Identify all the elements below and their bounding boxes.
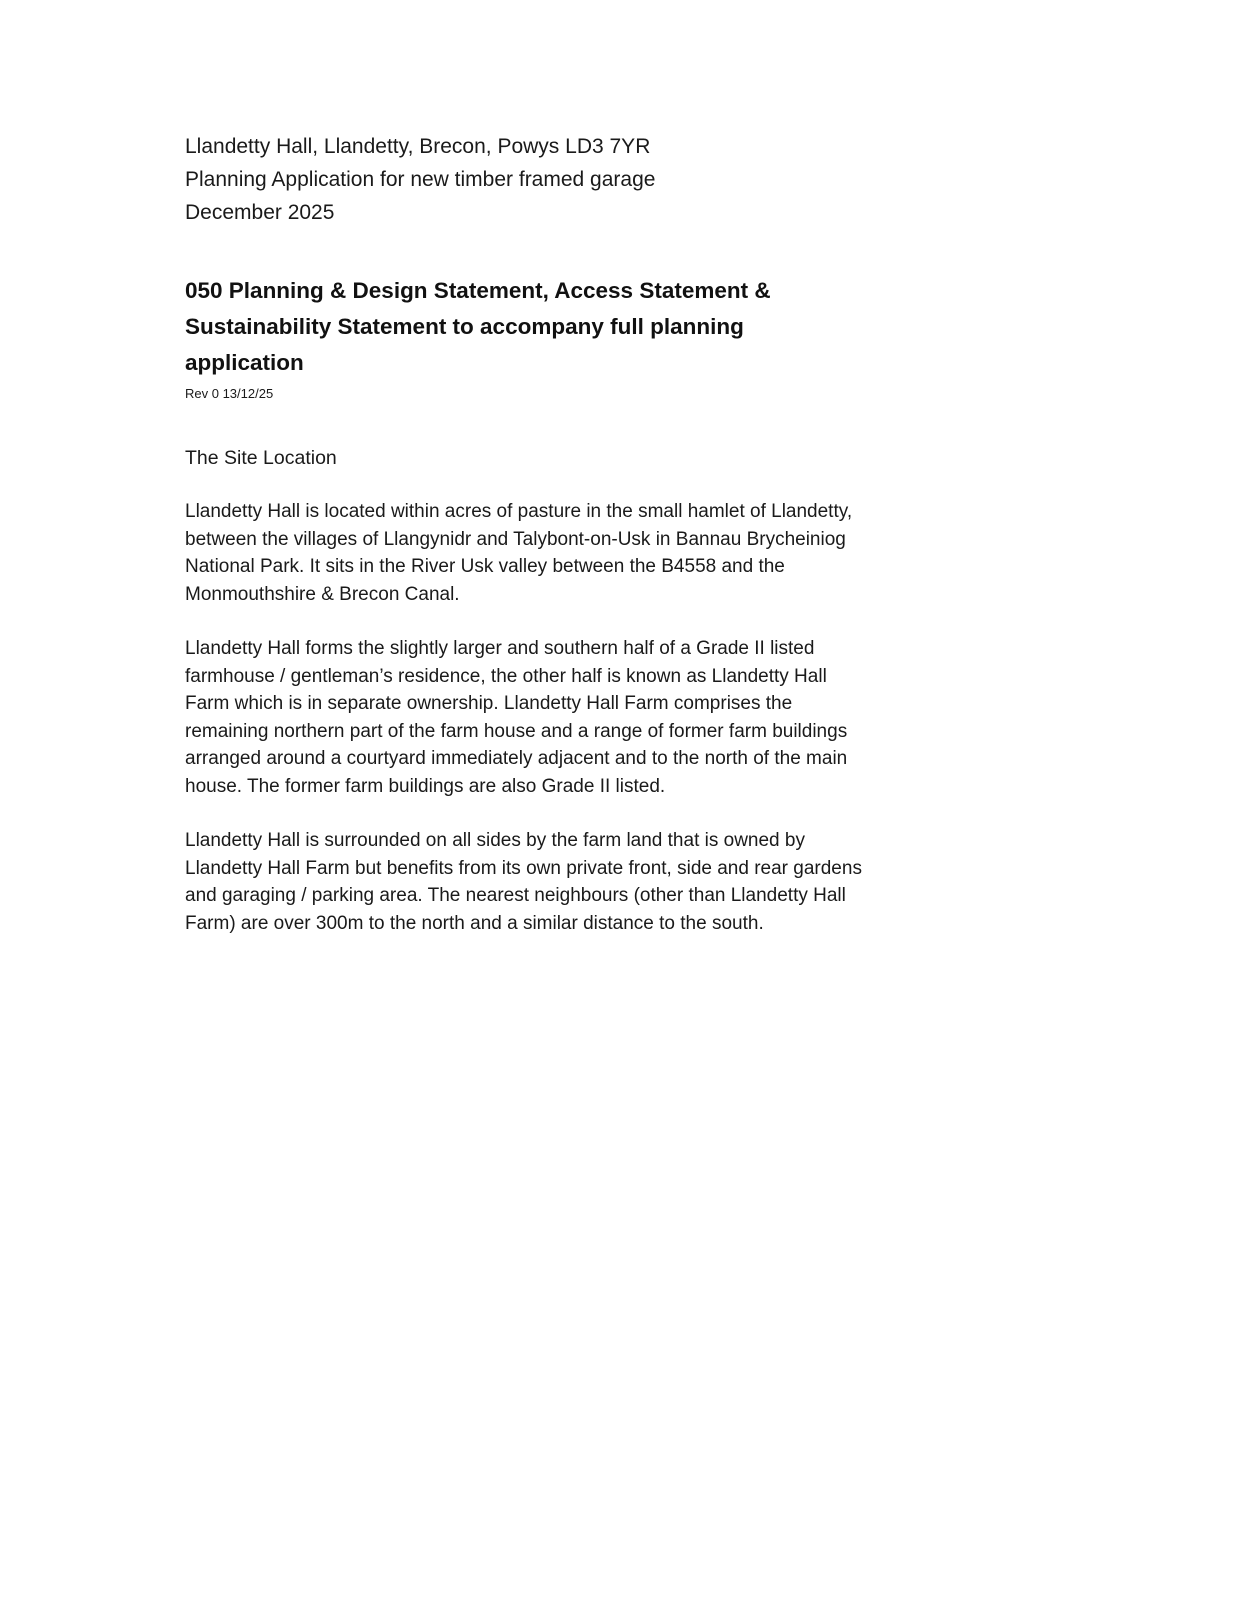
revision-note: Rev 0 13/12/25 xyxy=(185,386,274,401)
document-content xyxy=(0,0,1050,937)
header-address-line: Llandetty Hall, Llandetty, Brecon, Powys LD3 7YR xyxy=(185,135,651,158)
header-date-line: December 2025 xyxy=(185,201,335,224)
section-heading-site-location: The Site Location xyxy=(185,447,337,469)
document-header xyxy=(185,130,865,229)
header-application-line: Planning Application for new timber framed garage xyxy=(185,168,656,191)
paragraph-site-location-1: Llandetty Hall is located within acres of pasture in the small hamlet of Llandetty, between the villages of Llangynidr and Talybont-on-Usk in Bannau Brycheiniog National Park. It sits in the River Usk valley between the B4558 and the Monmouthshire & Brecon Canal. xyxy=(185,501,853,605)
paragraph-site-location-2: Llandetty Hall forms the slightly larger and southern half of a Grade II listed farmhouse / gentleman’s residence, the other half is known as Llandetty Hall Farm which is in separate ownership. Llandetty Hall Farm comprises the remaining northern part of the farm house and a range of former farm buildings arranged around a courtyard immediately adjacent and to the north of the main house. The former farm buildings are also Grade II listed. xyxy=(185,638,848,797)
document-title: 050 Planning & Design Statement, Access Statement & Sustainability Statement to accompany full planning application xyxy=(185,278,771,375)
paragraph-site-location-3: Llandetty Hall is surrounded on all sides by the farm land that is owned by Llandetty Hall Farm but benefits from its own private front, side and rear gardens and garaging / parking area. The nearest neighbours (other than Llandetty Hall Farm) are over 300m to the north and a similar distance to the south. xyxy=(185,830,862,934)
